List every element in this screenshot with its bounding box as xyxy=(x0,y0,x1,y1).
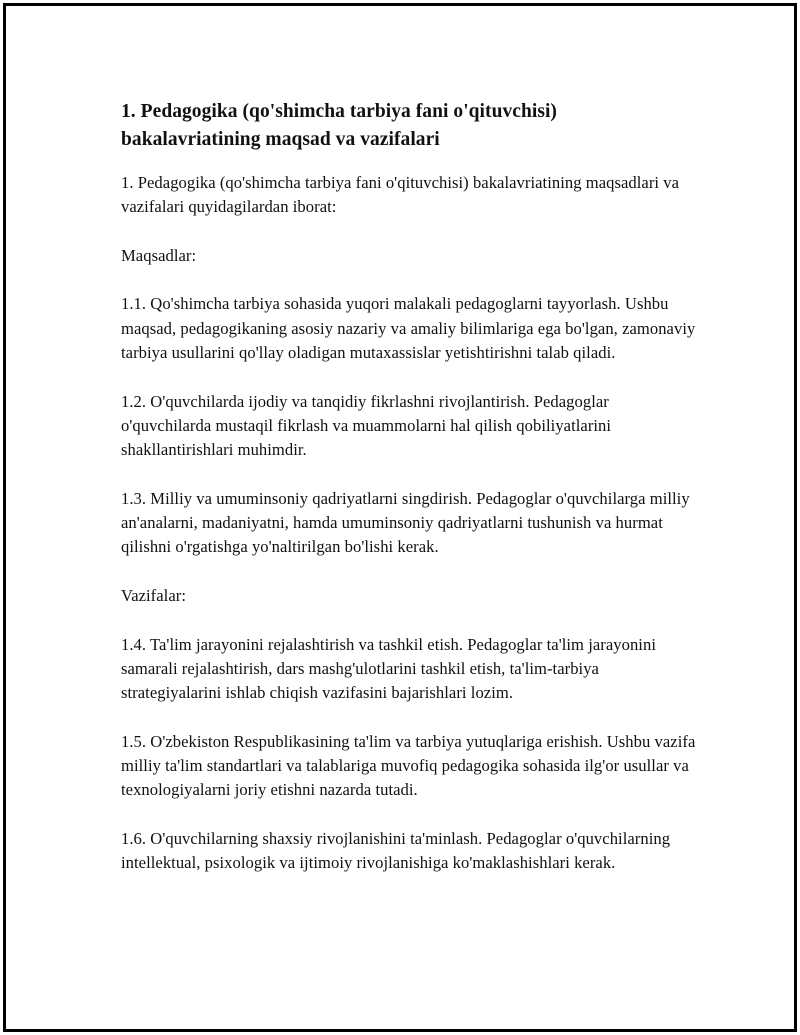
goal-paragraph-1-2: 1.2. O'quvchilarda ijodiy va tanqidiy fikrlashni rivojlantirish. Pedagoglar o'quvchilarda mustaqil fikrlash va muammolarni hal qilish qobiliyatlarini shakllantirishlari muhimdir. xyxy=(121,391,612,460)
tasks-heading: Vazifalar: xyxy=(121,586,186,606)
document-title: 1. Pedagogika (qo'shimcha tarbiya fani o'qituvchisi) bakalavriatining maqsad va vazifalari xyxy=(121,101,557,150)
goal-paragraph-1-3: 1.3. Milliy va umuminsoniy qadriyatlarni singdirish. Pedagoglar o'quvchilarga milliy an'analarni, madaniyatni, hamda umuminsoniy qadriyatlarni tushunish va hurmat qilishni o'rgatishga yo'naltirilgan bo'lishi kerak. xyxy=(121,488,690,557)
page-frame xyxy=(3,3,797,1032)
document-content xyxy=(121,98,696,900)
goal-paragraph-1-1: 1.1. Qo'shimcha tarbiya sohasida yuqori malakali pedagoglarni tayyorlash. Ushbu maqsad, pedagogikaning asosiy nazariy va amaliy bilimlariga ega bo'lgan, zamonaviy tarbiya usullarini qo'llay oladigan mutaxassislar yetishtirishni talab qiladi. xyxy=(121,294,696,363)
task-paragraph-1-6: 1.6. O'quvchilarning shaxsiy rivojlanishini ta'minlash. Pedagoglar o'quvchilarning intellektual, psixologik va ijtimoiy rivojlanishiga ko'maklashishlari kerak. xyxy=(121,829,671,873)
task-paragraph-1-4: 1.4. Ta'lim jarayonini rejalashtirish va tashkil etish. Pedagoglar ta'lim jarayonini samarali rejalashtirish, dars mashg'ulotlarini tashkil etish, ta'lim-tarbiya strategiyalarini ishlab chiqish vazifasini bajarishlari lozim. xyxy=(121,634,656,703)
goals-heading: Maqsadlar: xyxy=(121,245,197,265)
intro-paragraph: 1. Pedagogika (qo'shimcha tarbiya fani o'qituvchisi) bakalavriatining maqsadlari va vazifalari quyidagilardan iborat: xyxy=(121,173,680,217)
task-paragraph-1-5: 1.5. O'zbekiston Respublikasining ta'lim va tarbiya yutuqlariga erishish. Ushbu vazifa milliy ta'lim standartlari va talablariga muvofiq pedagogika sohasida ilg'or usullar va texnologiyalarni joriy etishni nazarda tutadi. xyxy=(121,731,696,800)
